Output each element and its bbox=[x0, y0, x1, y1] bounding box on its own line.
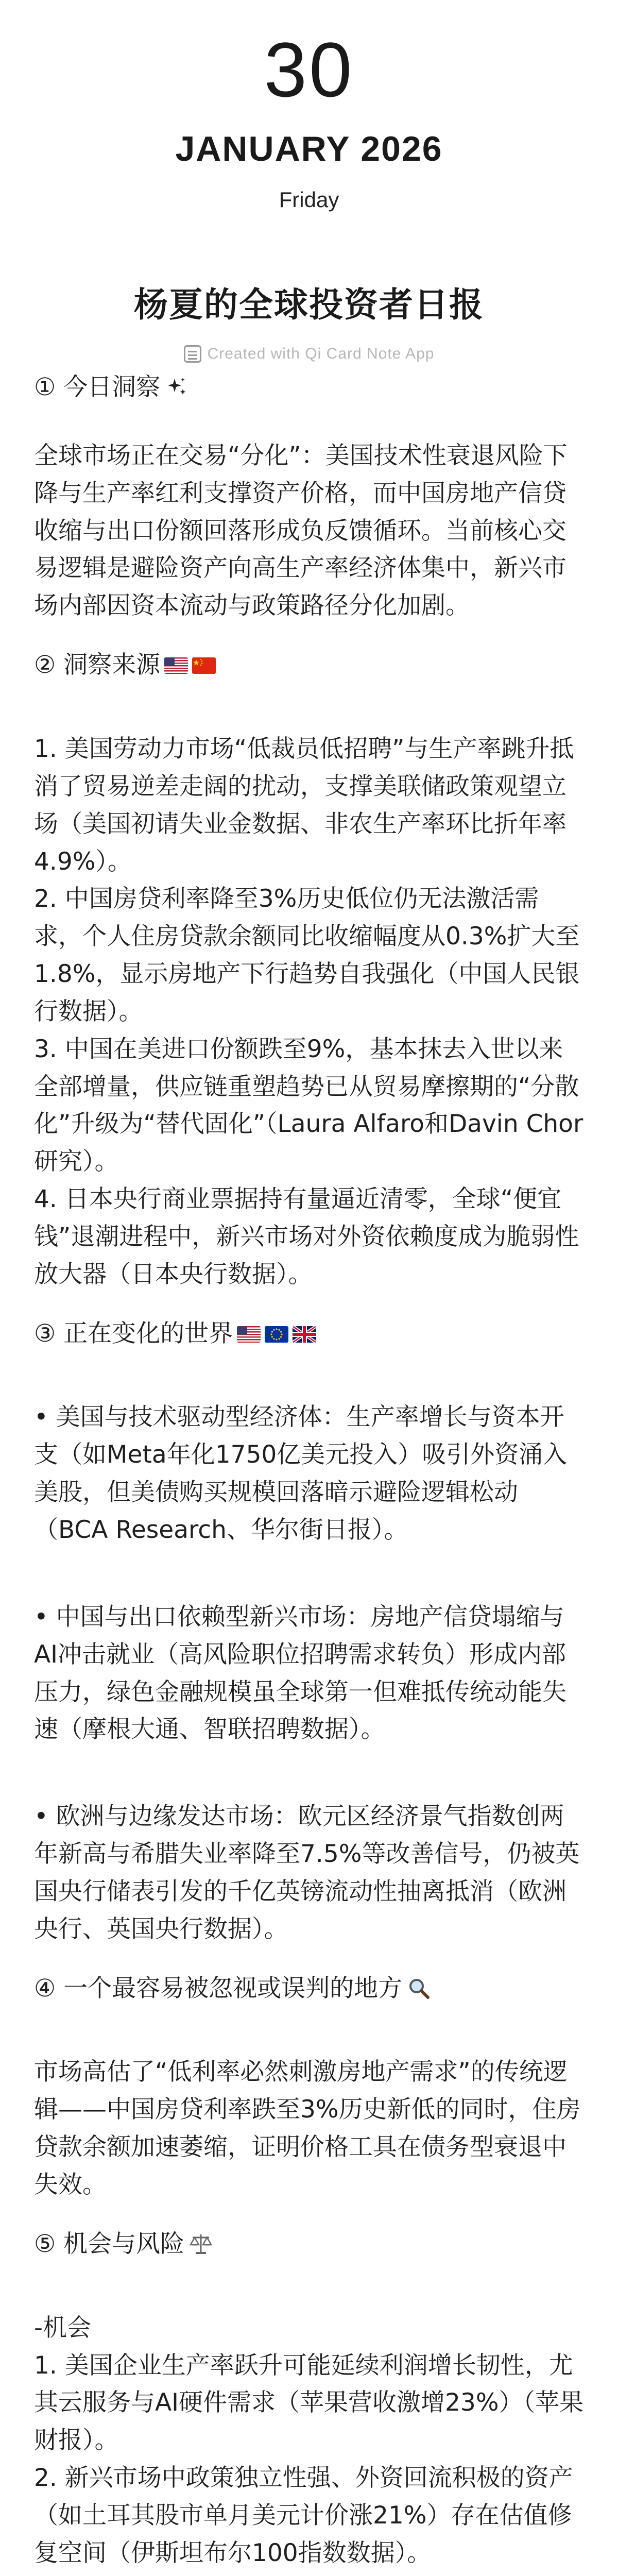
section-2-heading bbox=[34, 647, 584, 684]
created-with-credit bbox=[34, 345, 584, 363]
weekday: Friday bbox=[279, 188, 339, 212]
list-item: • 欧洲与边缘发达市场：欧元区经济景气指数创两年新高与希腊失业率降至7.5%等改善信号，仍被英国央行储表引发的千亿英镑流动性抽离抵消（欧洲央行、英国央行数据）。 bbox=[34, 1802, 580, 1943]
list-item: • 中国与出口依赖型新兴市场：房地产信贷塌缩与AI冲击就业（高风险职位招聘需求转负）形成内部压力，绿色金融规模虽全球第一但难抵传统动能失速（摩根大通、智联招聘数据）。 bbox=[34, 1602, 566, 1744]
us-flag-icon bbox=[237, 1326, 261, 1343]
magnifier-icon bbox=[406, 1976, 431, 2001]
uk-flag-icon bbox=[293, 1326, 316, 1343]
date-header bbox=[34, 0, 584, 212]
section-4-body: 市场高估了“低利率必然刺激房地产需求”的传统逻辑——中国房贷利率跌至3%历史新低的同时，住房贷款余额加速萎缩，证明价格工具在债务型衰退中失效。 bbox=[34, 2058, 581, 2199]
eu-flag-icon bbox=[265, 1326, 288, 1343]
section-3-heading bbox=[34, 1315, 584, 1353]
list-item: 2. 新兴市场中政策独立性强、外资回流积极的资产（如土耳其股市单月美元计价涨21%）存在估值修复空间（伊斯坦布尔100指数数据）。 bbox=[34, 2464, 573, 2567]
list-item bbox=[34, 2572, 584, 2576]
note-content bbox=[34, 369, 584, 2576]
list-item: 1. 美国企业生产率跃升可能延续利润增长韧性，尤其云服务与AI硬件需求（苹果营收激增23%）（苹果财报）。 bbox=[34, 2351, 583, 2455]
section-1-heading-text: ① 今日洞察 bbox=[34, 373, 161, 402]
month-year: JANUARY 2026 bbox=[175, 129, 443, 168]
day-number: 30 bbox=[264, 26, 354, 113]
scales-icon bbox=[188, 2231, 213, 2256]
us-flag-icon bbox=[164, 657, 188, 674]
list-item: 3. 中国在美进口份额跌至9%，基本抹去入世以来全部增量，供应链重塑趋势已从贸易摩擦期的“分散化”升级为“替代固化”（Laura Alfaro和Davin Chor研究）。 bbox=[34, 1035, 583, 1176]
china-flag-icon bbox=[192, 657, 216, 674]
list-item: 1. 美国劳动力市场“低裁员低招聘”与生产率跳升抵消了贸易逆差走阔的扰动，支撑美联储政策观望立场（美国初请失业金数据、非农生产率环比折年率4.9%）。 bbox=[34, 734, 574, 876]
section-2-heading-text: ② 洞察来源 bbox=[34, 651, 161, 680]
section-1-heading bbox=[34, 369, 584, 406]
page-title: 杨夏的全球投资者日报 bbox=[134, 284, 484, 325]
section-1-body: 全球市场正在交易“分化”：美国技术性衰退风险下降与生产率红利支撑资产价格，而中国房地产信贷收缩与出口份额回落形成负反馈循环。当前核心交易逻辑是避险资产向高生产率经济体集中，新兴市场内部因资本流动与政策路径分化加剧。 bbox=[34, 441, 568, 620]
notes-app-icon bbox=[184, 345, 201, 363]
list-item: • 美国与技术驱动型经济体：生产率增长与资本开支（如Meta年化1750亿美元投入）吸引外资涌入美股，但美债购买规模回落暗示避险逻辑松动（BCA Research、华尔街日报）。 bbox=[34, 1403, 568, 1545]
section-4-heading-text: ④ 一个最容易被忽视或误判的地方 bbox=[34, 1974, 403, 2003]
section-3-heading-text: ③ 正在变化的世界 bbox=[34, 1319, 233, 1348]
created-with-text: Created with Qi Card Note App bbox=[207, 345, 435, 363]
list-item: 4. 日本央行商业票据持有量逼近清零，全球“便宜钱”退潮进程中，新兴市场对外资依赖度成为脆弱性放大器（日本央行数据）。 bbox=[34, 1185, 579, 1289]
section-5-heading bbox=[34, 2226, 584, 2263]
opportunities-label: -机会 bbox=[34, 2313, 91, 2342]
list-item: 2. 中国房贷利率降至3%历史低位仍无法激活需求，个人住房贷款余额同比收缩幅度从0.3%扩大至1.8%，显示房地产下行趋势自我强化（中国人民银行数据）。 bbox=[34, 885, 580, 1026]
sparkles-icon bbox=[164, 375, 189, 399]
section-5-heading-text: ⑤ 机会与风险 bbox=[34, 2229, 185, 2258]
section-4-heading bbox=[34, 1970, 584, 2008]
